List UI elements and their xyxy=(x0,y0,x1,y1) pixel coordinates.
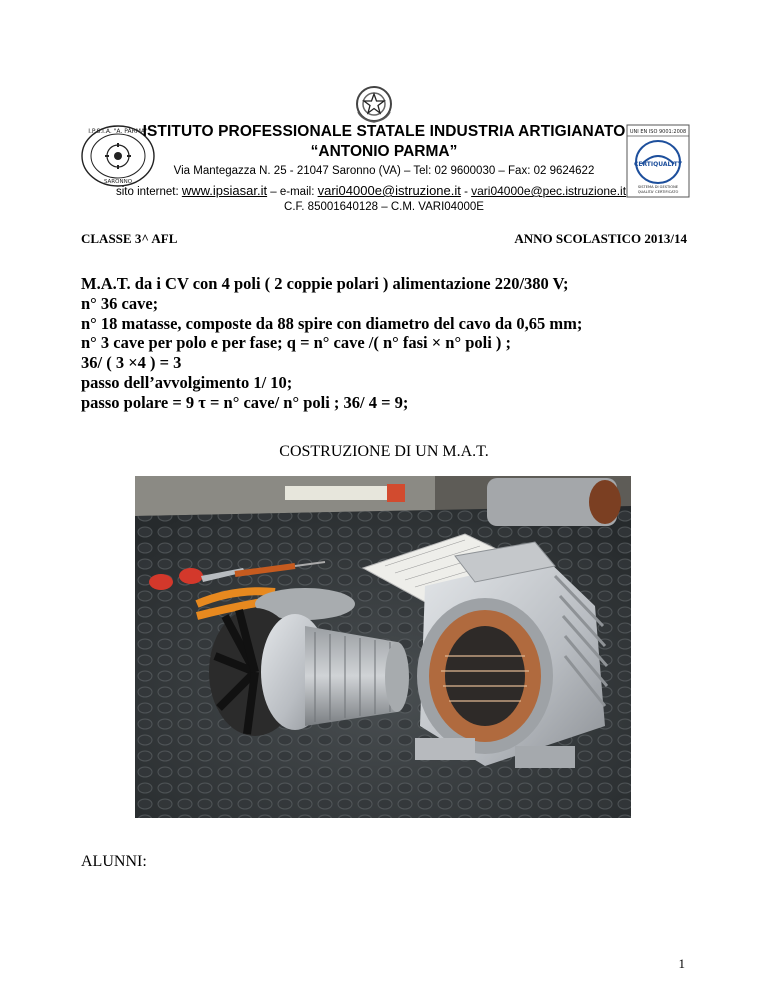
pec-email-link[interactable]: vari04000e@pec.istruzione.it xyxy=(471,184,627,198)
email-label: – e-mail: xyxy=(267,186,318,198)
institute-name: ISTITUTO PROFESSIONALE STATALE INDUSTRIA ARTIGIANATO xyxy=(142,123,626,140)
spec-line: passo dell’avvolgimento 1/ 10; xyxy=(81,372,293,392)
institute-address: Via Mantegazza N. 25 - 21047 Saronno (VA) – Tel: 02 9600030 – Fax: 02 9624622 xyxy=(173,165,595,177)
website-link[interactable]: www.ipsiasar.it xyxy=(181,183,268,198)
motor-specifications xyxy=(81,274,582,413)
svg-text:SARONNO: SARONNO xyxy=(103,179,133,185)
email-link[interactable]: vari04000e@istruzione.it xyxy=(317,183,461,198)
spec-line: 36/ ( 3 ×4 ) = 3 xyxy=(81,353,182,373)
fiscal-codes: C.F. 85001640128 – C.M. VARI04000E xyxy=(284,201,484,213)
svg-text:CERTIQUALITY: CERTIQUALITY xyxy=(633,161,683,168)
institute-contacts xyxy=(116,183,626,198)
spec-line: passo polare = 9 τ = n° cave/ n° poli ; 36/ 4 = 9; xyxy=(81,392,409,412)
svg-text:I.P.S.I.A. "A. PARMA": I.P.S.I.A. "A. PARMA" xyxy=(88,128,148,135)
svg-text:UNI EN ISO 9001:2008: UNI EN ISO 9001:2008 xyxy=(629,129,687,135)
contacts-separator: - xyxy=(460,186,472,198)
section-title: COSTRUZIONE DI UN M.A.T. xyxy=(279,443,489,460)
site-label: sito internet: xyxy=(116,186,182,198)
students-label: ALUNNI: xyxy=(81,853,147,870)
class-label: CLASSE 3^ AFL xyxy=(81,231,178,246)
svg-text:SISTEMA DI GESTIONE: SISTEMA DI GESTIONE xyxy=(637,185,679,189)
page-number: 1 xyxy=(678,956,685,971)
institute-subtitle: “ANTONIO PARMA” xyxy=(310,143,458,160)
school-year-label: ANNO SCOLASTICO 2013/14 xyxy=(514,231,687,246)
motor-photo xyxy=(135,476,631,818)
svg-text:QUALITA' CERTIFICATO: QUALITA' CERTIFICATO xyxy=(637,190,679,194)
spec-line: n° 36 cave; xyxy=(81,293,159,313)
spec-line: n° 3 cave per polo e per fase; q = n° cave /( n° fasi × n° poli ) ; xyxy=(81,333,512,353)
spec-line: n° 18 matasse, composte da 88 spire con diametro del cavo da 0,65 mm; xyxy=(81,313,583,333)
italian-republic-emblem xyxy=(352,84,396,124)
spec-line: M.A.T. da i CV con 4 poli ( 2 coppie polari ) alimentazione 220/380 V; xyxy=(81,274,569,293)
